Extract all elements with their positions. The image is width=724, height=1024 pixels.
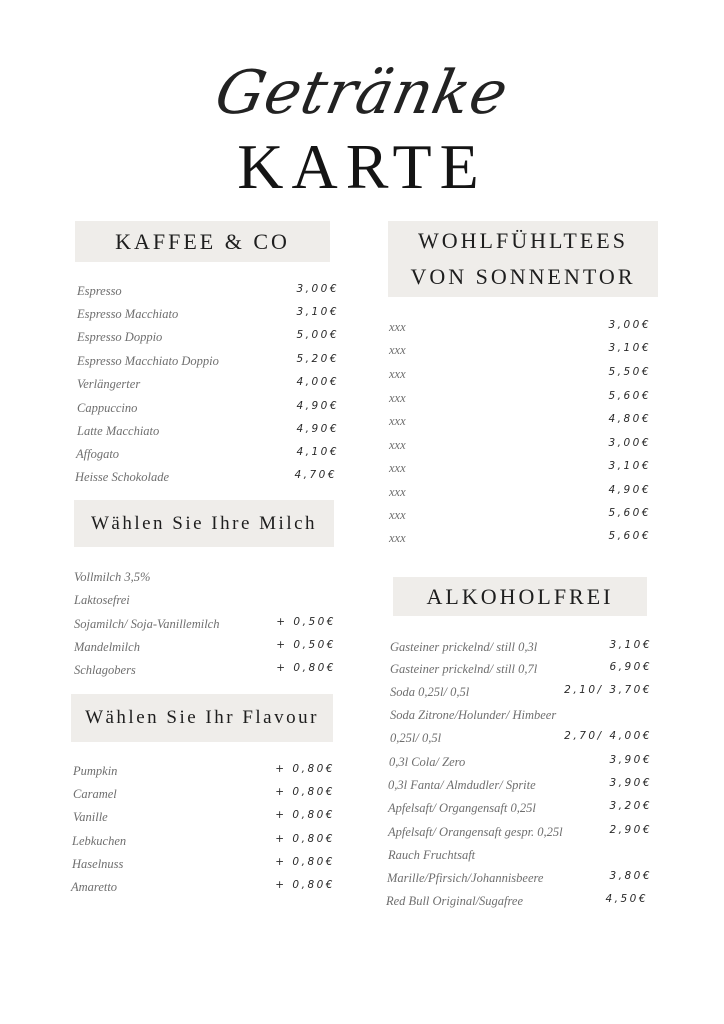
item-price: 6,90€ (609, 661, 652, 673)
item-name: Vanille (73, 810, 108, 824)
tees-list (389, 318, 651, 548)
item-name: Soda Zitrone/Holunder/ Himbeer (390, 708, 557, 722)
menu-item (389, 412, 651, 434)
item-name: Pumpkin (73, 764, 118, 778)
item-name: Apfelsaft/ Orangensaft gespr. 0,25l (388, 825, 563, 839)
item-name: Rauch Fruchtsaft (388, 848, 476, 862)
item-price: + 0,80€ (275, 879, 335, 891)
item-price: + 0,80€ (275, 809, 335, 821)
menu-item (73, 762, 335, 784)
item-price: 5,60€ (608, 530, 651, 542)
item-price: 3,90€ (609, 777, 652, 789)
item-name: xxx (389, 391, 406, 405)
item-name: xxx (389, 367, 406, 381)
menu-item (389, 436, 651, 458)
item-price: 5,20€ (296, 353, 339, 365)
item-price: + 0,50€ (276, 639, 336, 651)
item-price: 4,90€ (296, 423, 339, 435)
section-title-line2: VON SONNENTOR (410, 264, 636, 289)
menu-item (390, 706, 652, 728)
item-price: 3,00€ (296, 283, 339, 295)
section-title: ALKOHOLFREI (426, 583, 614, 609)
item-price: + 0,80€ (275, 833, 335, 845)
item-price: 5,00€ (296, 329, 339, 341)
menu-item (77, 375, 339, 397)
item-price: 3,10€ (608, 342, 651, 354)
menu-item (77, 305, 339, 327)
item-price: 2,90€ (609, 824, 652, 836)
item-price: + 0,80€ (275, 763, 335, 775)
item-name: Espresso Macchiato (77, 307, 179, 321)
menu-item (74, 568, 336, 590)
menu-item (71, 878, 335, 900)
section-header-alkoholfrei (393, 577, 647, 616)
item-name: xxx (389, 343, 406, 357)
item-price: 4,90€ (608, 484, 651, 496)
script-title: Getränke (209, 58, 515, 128)
kaffee-list (77, 282, 339, 492)
item-price: 5,50€ (608, 366, 651, 378)
section-header-tees (388, 221, 658, 297)
item-name: Red Bull Original/Sugafree (386, 894, 524, 908)
menu-item (389, 529, 651, 551)
item-name: Verlängerter (77, 377, 141, 391)
section-title: Wählen Sie Ihr Flavour (85, 707, 319, 728)
menu-item (389, 341, 651, 363)
menu-item (73, 808, 335, 830)
menu-item (74, 638, 336, 660)
menu-item (390, 638, 652, 660)
menu-item (389, 506, 651, 528)
menu-item (386, 892, 648, 914)
item-name: Mandelmilch (74, 640, 140, 654)
menu-item (389, 365, 651, 387)
menu-item (389, 753, 652, 775)
menu-item (390, 660, 652, 682)
item-name: Latte Macchiato (77, 424, 160, 438)
item-name: Lebkuchen (72, 834, 127, 848)
item-name: Marille/Pfirsich/Johannisbeere (387, 871, 544, 885)
item-price: + 0,80€ (275, 786, 335, 798)
item-name: Haselnuss (72, 857, 124, 871)
item-name: 0,3l Cola/ Zero (389, 755, 466, 769)
item-name: Soda 0,25l/ 0,5l (390, 685, 470, 699)
menu-item (74, 615, 336, 637)
item-price: 3,10€ (296, 306, 339, 318)
item-price: 5,60€ (608, 390, 651, 402)
menu-item (388, 846, 652, 868)
item-price: 4,90€ (296, 400, 339, 412)
menu-item (388, 823, 652, 845)
item-name: Gasteiner prickelnd/ still 0,7l (390, 662, 538, 676)
menu-item (76, 445, 339, 467)
flavour-list (73, 762, 335, 902)
item-name: xxx (389, 508, 406, 522)
item-price: + 0,50€ (276, 616, 336, 628)
alkoholfrei-list (386, 638, 652, 913)
section-title: KAFFEE & CO (115, 228, 290, 254)
item-name: Espresso (77, 284, 122, 298)
menu-item (77, 352, 339, 374)
item-name: Espresso Macchiato Doppio (77, 354, 219, 368)
item-name: Caramel (73, 787, 117, 801)
menu-item (74, 661, 336, 683)
item-name: 0,25l/ 0,5l (390, 731, 442, 745)
item-name: Cappuccino (77, 401, 138, 415)
menu-item (389, 318, 651, 340)
item-price: 3,00€ (608, 437, 651, 449)
item-name: xxx (389, 320, 406, 334)
menu-item (390, 683, 652, 705)
item-name: Affogato (76, 447, 120, 461)
item-name: Sojamilch/ Soja-Vanillemilch (74, 617, 220, 631)
menu-item (77, 328, 339, 350)
item-price: + 0,80€ (275, 856, 335, 868)
item-price: 4,00€ (296, 376, 339, 388)
menu-item (72, 855, 335, 877)
item-price: 4,80€ (608, 413, 651, 425)
item-name: Espresso Doppio (77, 330, 163, 344)
menu-item (77, 422, 339, 444)
item-price: 4,70€ (294, 469, 337, 481)
item-price: 2,10/ 3,70€ (564, 684, 652, 696)
menu-item (389, 483, 651, 505)
section-header-flavour (71, 694, 333, 742)
item-name: xxx (389, 485, 406, 499)
menu-item (388, 776, 652, 798)
section-title: Wählen Sie Ihre Milch (90, 512, 318, 534)
item-name: xxx (389, 531, 406, 545)
main-title: KARTE (237, 131, 487, 202)
item-price: 3,80€ (609, 870, 652, 882)
item-name: Schlagobers (74, 663, 136, 677)
menu-item (73, 785, 335, 807)
item-name: Amaretto (71, 880, 118, 894)
item-name: xxx (389, 461, 406, 475)
item-price: 4,10€ (296, 446, 339, 458)
menu-item (77, 399, 339, 421)
item-price: 3,10€ (608, 460, 651, 472)
menu-item (72, 832, 335, 854)
item-name: Laktosefrei (74, 593, 130, 607)
menu-item (74, 591, 336, 613)
item-price: 3,00€ (608, 319, 651, 331)
menu-item (75, 468, 337, 490)
menu-item (77, 282, 339, 304)
section-title-line1: WOHLFÜHLTEES (418, 228, 628, 253)
menu-item (388, 799, 652, 821)
item-name: xxx (389, 414, 406, 428)
item-price: 3,20€ (609, 800, 652, 812)
item-name: Heisse Schokolade (75, 470, 170, 484)
item-price: 3,90€ (609, 754, 652, 766)
item-name: Gasteiner prickelnd/ still 0,3l (390, 640, 538, 654)
milch-list (74, 568, 336, 688)
item-name: 0,3l Fanta/ Almdudler/ Sprite (388, 778, 536, 792)
section-header-milch (74, 500, 334, 547)
item-price: 5,60€ (608, 507, 651, 519)
item-price: + 0,80€ (276, 662, 336, 674)
menu-item (389, 459, 651, 481)
item-price: 2,70/ 4,00€ (564, 730, 652, 742)
section-header-kaffee (75, 221, 330, 262)
item-name: Vollmilch 3,5% (74, 570, 151, 584)
menu-item (389, 389, 651, 411)
item-price: 4,50€ (605, 893, 648, 905)
item-price: 3,10€ (609, 639, 652, 651)
item-name: xxx (389, 438, 406, 452)
item-name: Apfelsaft/ Organgensaft 0,25l (388, 801, 536, 815)
menu-item (390, 729, 652, 751)
menu-item (387, 869, 652, 891)
